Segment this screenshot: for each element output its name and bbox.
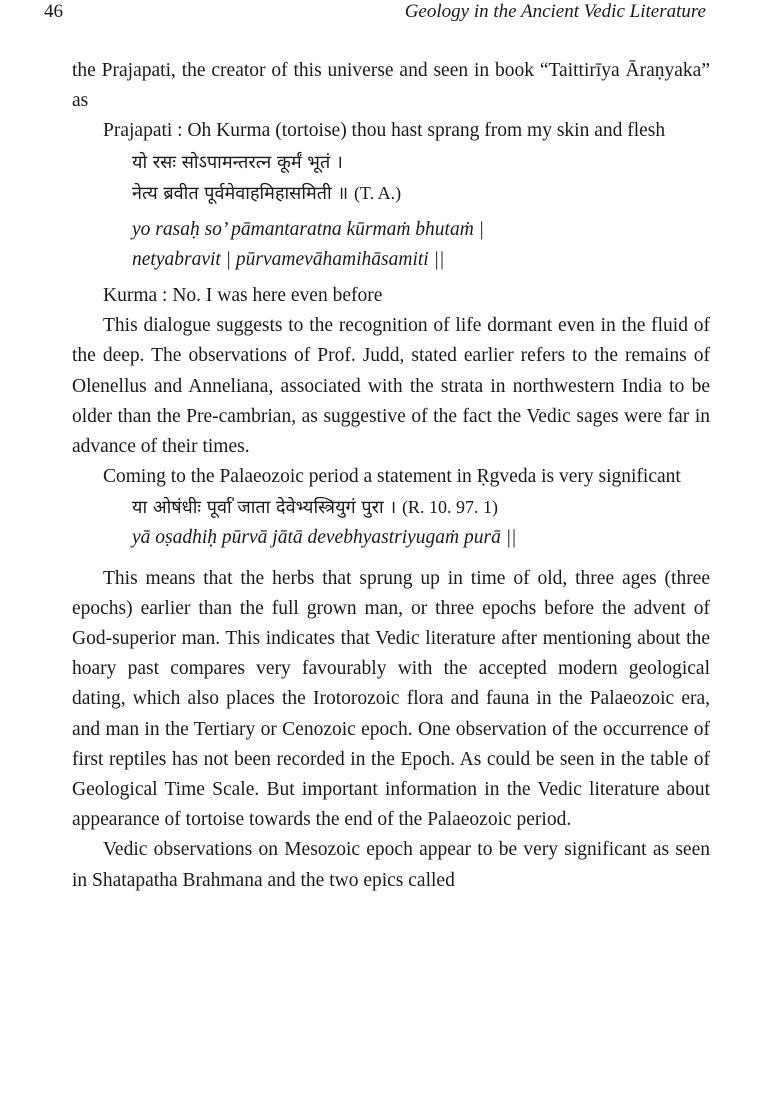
page-number: 46 [44,1,63,22]
verse-reference: (T. A.) [353,182,402,203]
transliteration-line: netyabravit | pūrvamevāhamihāsamiti || [132,248,445,270]
paragraph-prajapati-dialogue: Prajapati : Oh Kurma (tortoise) thou hast sprang from my skin and flesh [103,120,666,142]
devanagari-line: नेत्य ब्रवीत पूर्वमेवाहमिहासमिती ॥ (T. A.) [132,182,402,204]
devanagari-line: यो रसः सोऽपामन्तरत्न कूर्मं भूतं । [132,151,343,173]
transliteration-line: yo rasaḥ so’ pāmantaratna kūrmaṁ bhutaṁ | [132,218,485,240]
page-header [44,0,706,26]
running-title: Geology in the Ancient Vedic Literature [404,1,706,22]
transliteration-line: yā oṣadhiḥ pūrvā jātā devebhyastriyugaṁ purā || [132,527,517,549]
paragraph-mesozoic: Vedic observations on Mesozoic epoch appear to be very significant as seen in Shatapatha Brahmana and the two epics called [72,839,710,891]
devanagari-line: या ओषंधीः पूर्वा॑ जाता देवेभ्यस्त्रियुगं पुरा । (R. 10. 97. 1) [132,497,498,519]
paragraph-herbs-meaning: This means that the herbs that sprung up in time of old, three ages (three epochs) earlier than the full grown man, or three epochs before the advent of God-superior man. This indicates that Vedic literature after mentioning about the hoary past compares very favourably with the accepted modern geological dating, which also places the Irotorozoic flora and fauna in the Palaeozoic era, and man in the Tertiary or Cenozoic epoch. One observation of the occurrence of first reptiles has not been recorded in the Epoch. As could be seen in the table of Geological Time Scale. But important information in the Vedic literature about appearance of tortoise towards the end of the Palaeozoic period. [72,567,710,831]
sanskrit-verse-1 [72,147,710,275]
sanskrit-verse-2 [72,492,710,553]
paragraph-1: the Prajapati, the creator of this universe and seen in book “Taittirīya Āraṇyaka” as [72,60,710,112]
paragraph-kurma-reply: Kurma : No. I was here even before [103,285,383,307]
page-body [72,56,710,896]
verse-reference: (R. 10. 97. 1) [401,497,498,518]
paragraph-dialogue-meaning: This dialogue suggests to the recognition of life dormant even in the fluid of the deep. The observations of Prof. Judd, stated earlier refers to the remains of Olenellus and Anneliana, associated with the strata in northwestern India to be older than the Pre-cambrian, as suggestive of the fact the Vedic sages were far in advance of their times. [72,315,710,458]
paragraph-palaeozoic: Coming to the Palaeozoic period a statement in Ṛgveda is very significant [103,466,681,488]
